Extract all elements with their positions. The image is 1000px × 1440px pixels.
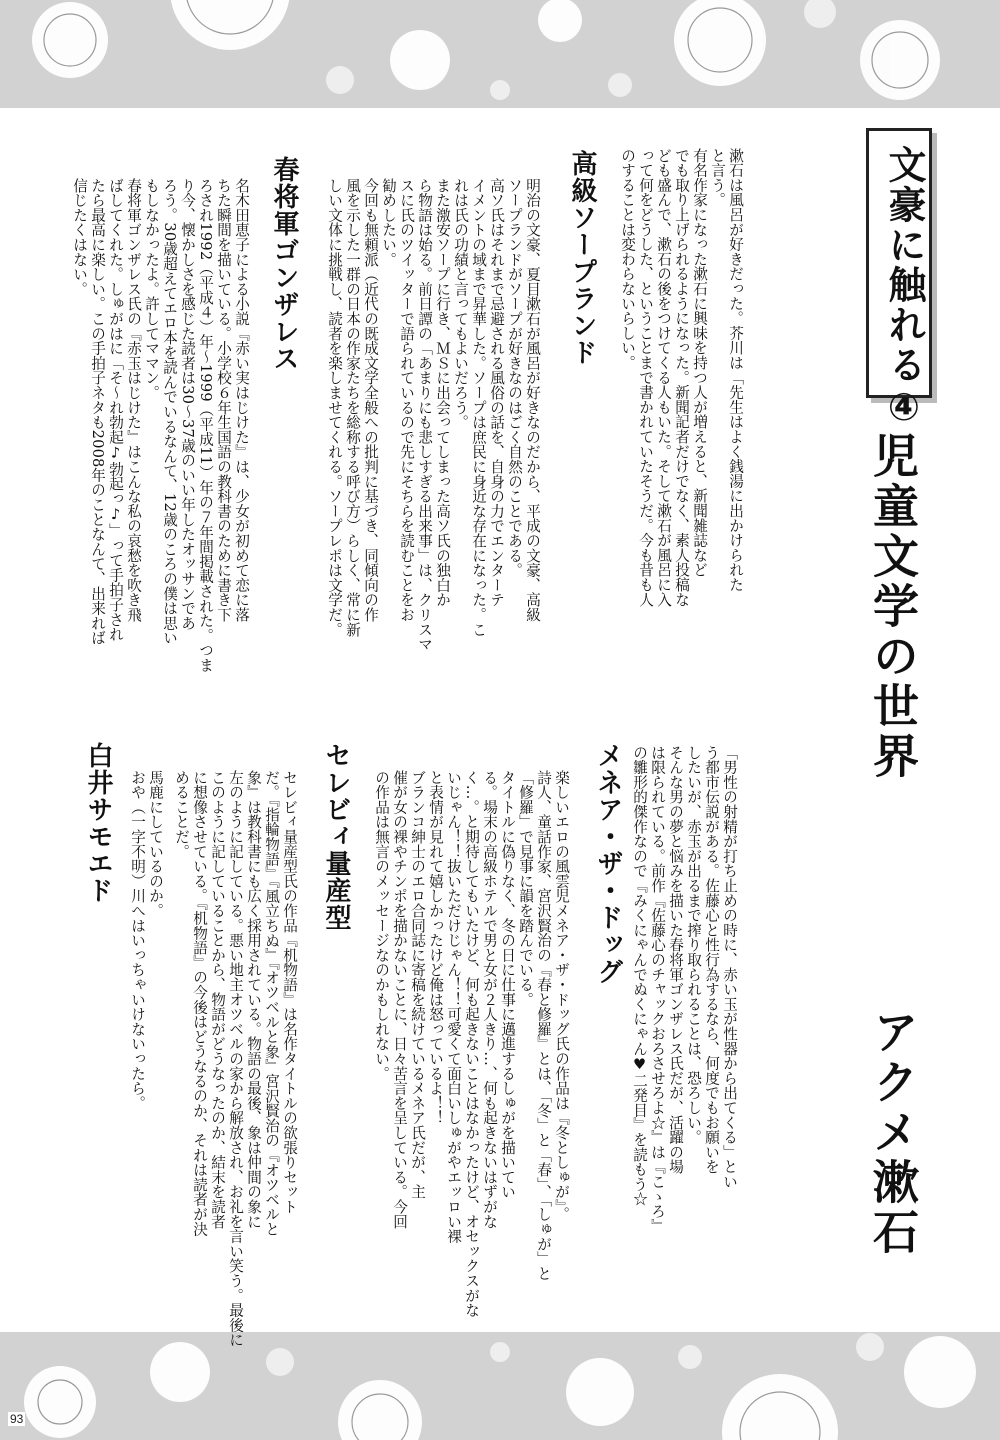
- author-name: アクメ漱石: [866, 1008, 920, 1258]
- series-title-box: [866, 128, 932, 431]
- intro-paragraph: 漱石は風呂が好きだった。芥川は「先生はよく銭湯に出かけられた と言う。 有名作家になった漱石に興味を持つ人が増えると、新聞雑誌など でも取り上げられるようになった。新聞記者だけでなく、素人投稿な ども盛んで、漱石の後をつけてくる人もいた。そして漱石が風呂に入 って何をどうした、ということまで書かれていたそうだ。今も昔も人 のすることは変わらないらしい。: [619, 148, 744, 607]
- floral-footer-band: [0, 1332, 1000, 1440]
- section-body-celebi: セレビィ量産型氏の作品『机物語』は名作タイトルの欲張りセット だ。『指輪物語』『風立ちぬ』『オツベルと象』宮沢賢治の『オツベルと 象』は教科書にも広く採用されている。物語の最後、象は仲間の象に 左のように記している。悪い地主オツベルの家から解放され、お礼を言い笑う。最後に このように記していることから、物語がどうなったのか、結末を読者 に想像させている。『机物語』の今後はどうなるのか、それは読者が決 めることだ。: [173, 770, 298, 1348]
- section-heading-shirai: 白井サモエド: [83, 742, 113, 904]
- section-body-shirai: 馬鹿にしているのか。 おや（一字不明）川へはいっちゃいけないったら。: [129, 770, 164, 1111]
- section-heading-celebi: セレビィ量産型: [321, 742, 351, 931]
- section-body-haru-shogun: 名木田恵子による小説『赤い実はじけた』は、少女が初めて恋に落 ちた瞬間を描いている。小学校６年生国語の教科書のために書き下 ろされ1992（平成４）年～1999（平成11）年の７年間掲載された。つま り今、懐かしさを感じた読者は30～37歳のいい年したオッサンであ ろう。30歳超えてエロ本を読んでいるなんて、12歳のころの僕は思い もしなかったよ。許してママン。 春将軍ゴンザレス氏の『赤玉はじけた』はこんな私の哀愁を吹き飛 ばしてくれた。しゅがはに「そ～れ勃起♪勃起っ♪」って手拍子され たら最高に楽しい。この手拍子ネタも2008年のことなんて、出来れば 信じたくはない。: [71, 178, 250, 673]
- section-heading-haru-shogun: 春将軍ゴンザレス: [269, 156, 299, 372]
- floral-pattern-icon: [0, 1332, 1000, 1440]
- section-heading-menea: メネア・ザ・ドッグ: [593, 742, 623, 985]
- floral-pattern-icon: [0, 0, 1000, 108]
- akadama-paragraph: 「男性の射精が打ち止めの時に、赤い玉が性器から出てくる」とい う都市伝説がある。佐藤心と性行為するなら、何度でもお願いを したいが、赤玉が出るまで搾り取られることは、恐ろしい。 そんな男の夢と悩みを描いた春将軍ゴンザレス氏だが、活躍の場 は限られている。前作『佐藤心のチャックおろさせろよ☆』は『こゝろ』 の雛形的傑作なので『みくにゃんでぬくにゃん♥二発目』を読もう☆: [631, 745, 738, 1234]
- section-body-koukyuu-soapland: 明治の文豪、夏目漱石が風呂が好きなのだから、平成の文豪、高級 ソープランドがソープが好きなのはごく自然のことである。 高ソ氏はそれまで忌避される風俗の話を、自身の力でエンターテ イメントの域まで昇華した。ソープは庶民に身近な存在になった。こ れは氏の功績と言ってもよいだろう。 また激安ソープに行き、ＭＳに出会ってしまった高ソ氏の独白か ら物語は始る。前日譚の「あまりにも悲しすぎる出来事」は、クリスマ スに氏のツイッターで語られているので先にそちらを読むことをお 勧めしたい。 今回も無頼派（近代の既成文学全般への批判に基づき、同傾向の作 風を示した一群の日本の作家たちを総称する呼び方）らしく、常に新 しい文体に挑戦し、読者を楽しませてくれる。ソープレポは文学だ。: [326, 178, 541, 652]
- section-body-menea: 楽しいエロの風雲児メネア・ザ・ドッグ氏の作品は『冬としゅが』。 詩人、童話作家、宮沢賢治の『春と修羅』とは、「冬」と「春」、「しゅが」と 「修羅」で見事に韻を踏んでいる。 タイトルに偽りなく、冬の日に仕事に邁進するしゅがを描いてい る。場末の高級ホテルで男と女が２人きり…、何も起きないはずがな く…。と期待してもいたけど、何も起きないことはなかったけど、オセックスがな いじゃん！！抜いただけじゃん！！可愛くて面白いしゅがやエッロい裸 と表情が見れて嬉しかったけど俺は怒っているよ！！ ブランコ紳士のエロ合同誌に寄稿を続けているメネア氏だが、主 催が女の裸やチンポを描かないことに、日々苦言を呈している。今回 の作品は無言のメッセージなのかもしれない。: [373, 770, 570, 1318]
- page-number: 93: [10, 1412, 24, 1426]
- section-heading-koukyuu-soapland: 高級ソープランド: [567, 150, 597, 366]
- page-title: 児童文学の世界: [866, 432, 920, 782]
- floral-header-band: [0, 0, 1000, 108]
- series-title: 文豪に触れる④: [882, 145, 926, 431]
